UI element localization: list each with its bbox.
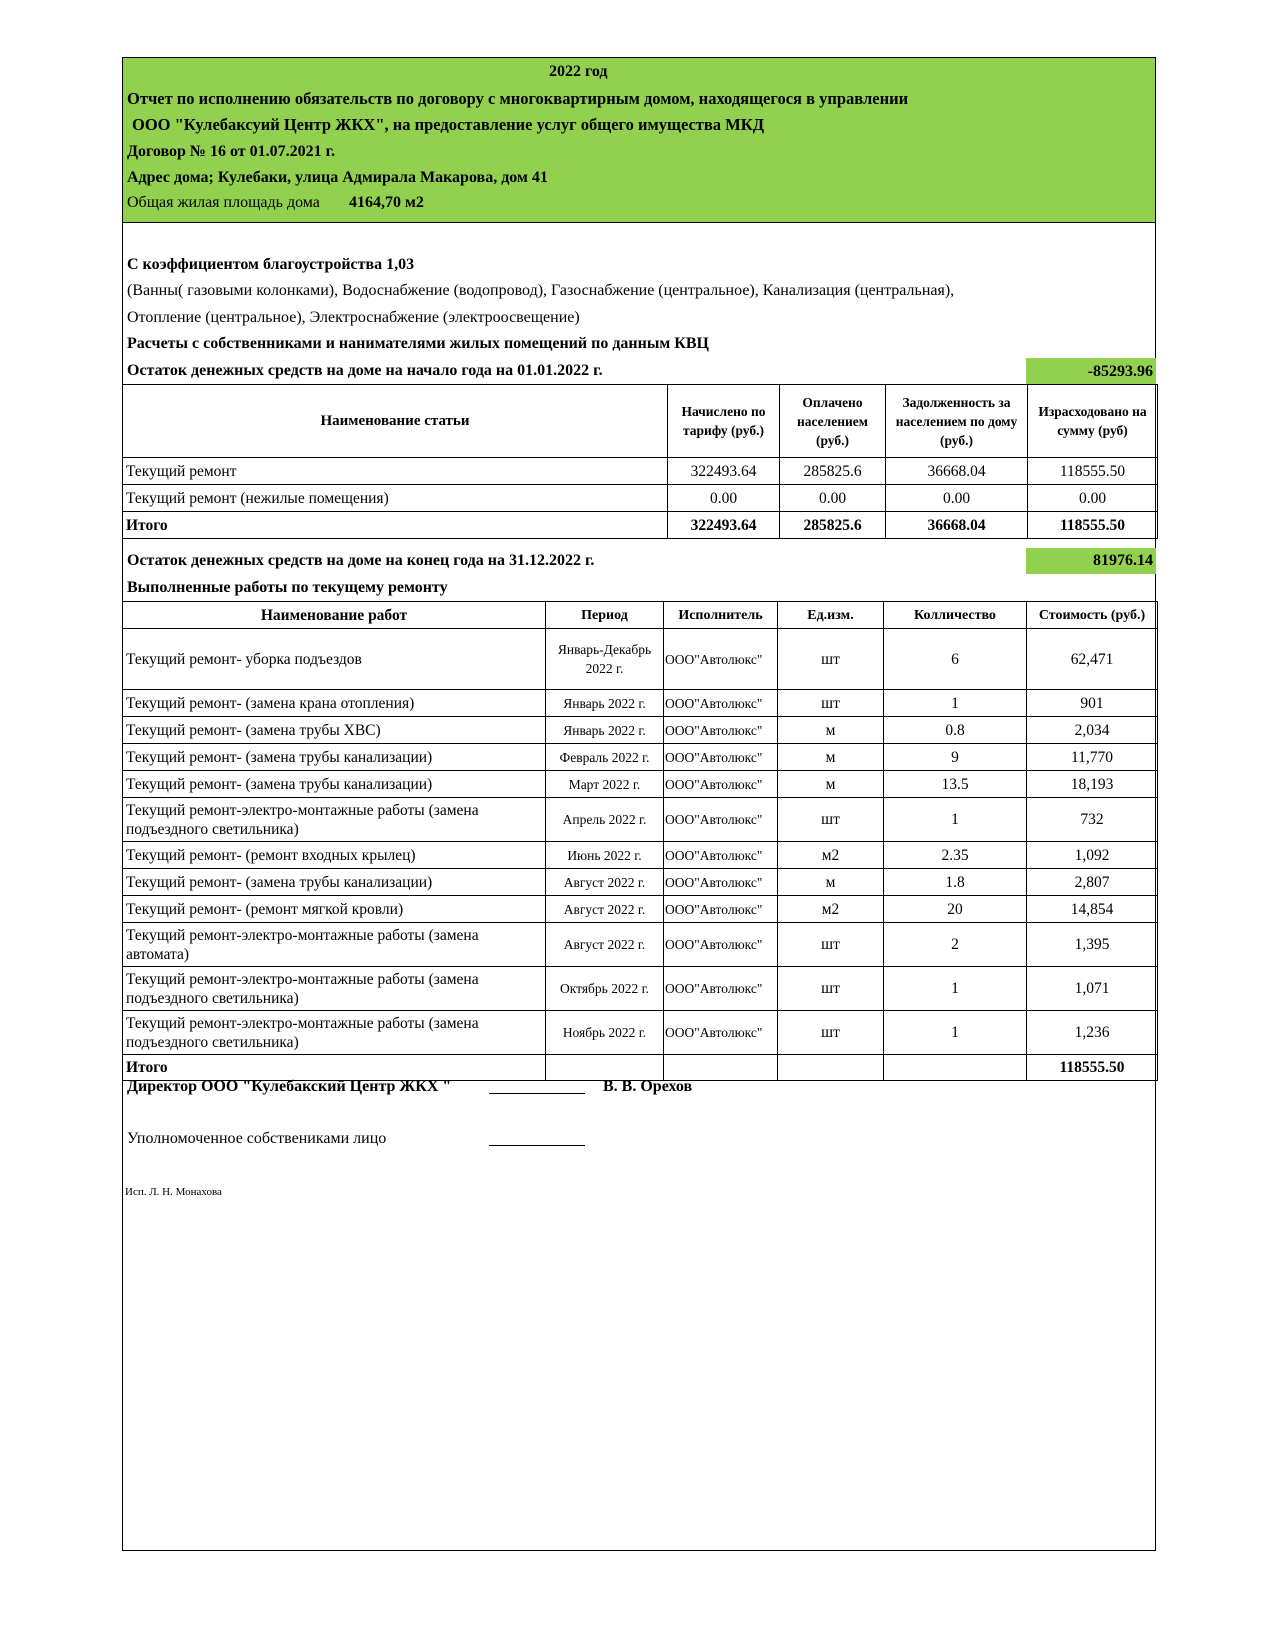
work-unit: м: [778, 717, 884, 744]
work-name: Текущий ремонт- уборка подъездов: [123, 629, 546, 690]
work-cost: 14,854: [1027, 896, 1158, 923]
work-unit: шт: [778, 690, 884, 717]
work-cost: 732: [1027, 798, 1158, 842]
amenities-line2: Отопление (центральное), Электроснабжение (электроосвещение): [127, 309, 580, 326]
work-qty: 1: [884, 690, 1027, 717]
work-cost: 2,807: [1027, 869, 1158, 896]
balance-start-cell: [1026, 358, 1156, 385]
work-cost: 1,236: [1027, 1011, 1158, 1055]
works-row: [123, 798, 1158, 842]
work-qty: 1: [884, 1011, 1027, 1055]
summary-total-row: [123, 512, 1158, 539]
balance-end-label: Остаток денежных средств на доме на конец года на 31.12.2022 г.: [127, 552, 595, 569]
report-page: [122, 57, 1156, 1551]
work-name: Текущий ремонт- (замена трубы канализации): [123, 744, 546, 771]
summary-total-paid: 285825.6: [780, 512, 886, 539]
summary-cell-name: Текущий ремонт: [123, 458, 668, 485]
report-title-line2: ООО "Кулебаксуий Центр ЖКХ", на предоставление услуг общего имущества МКД: [132, 115, 765, 134]
works-col-unit: Ед.изм.: [778, 602, 884, 629]
work-name: Текущий ремонт- (замена крана отопления): [123, 690, 546, 717]
balance-end-value: 81976.14: [1093, 552, 1153, 569]
works-col-contractor: Исполнитель: [664, 602, 778, 629]
work-name: Текущий ремонт- (замена трубы ХВС): [123, 717, 546, 744]
work-contractor: ООО"Автолюкс": [664, 923, 778, 967]
works-total-label: Итого: [123, 1055, 546, 1081]
summary-cell-accrued: 0.00: [668, 485, 780, 512]
summary-header-row: [123, 385, 1158, 458]
works-col-name: Наименование работ: [123, 602, 546, 629]
work-contractor: ООО"Автолюкс": [664, 896, 778, 923]
works-row: [123, 869, 1158, 896]
work-cost: 62,471: [1027, 629, 1158, 690]
work-qty: 0.8: [884, 717, 1027, 744]
summary-table: [122, 384, 1158, 539]
work-cost: 1,395: [1027, 923, 1158, 967]
work-qty: 1: [884, 798, 1027, 842]
work-period: Январь 2022 г.: [546, 690, 664, 717]
col-header-accrued: Начислено по тарифу (руб.): [668, 385, 780, 458]
col-header-paid: Оплачено населением (руб.): [780, 385, 886, 458]
works-row: [123, 717, 1158, 744]
work-period: Август 2022 г.: [546, 896, 664, 923]
work-cost: 2,034: [1027, 717, 1158, 744]
work-period: Февраль 2022 г.: [546, 744, 664, 771]
work-period: Январь 2022 г.: [546, 717, 664, 744]
summary-cell-spent: 118555.50: [1028, 458, 1158, 485]
works-row: [123, 1011, 1158, 1055]
summary-row: [123, 458, 1158, 485]
work-contractor: ООО"Автолюкс": [664, 967, 778, 1011]
house-address: Адрес дома; Кулебаки, улица Адмирала Макарова, дом 41: [127, 169, 548, 186]
report-year: 2022 год: [549, 63, 608, 80]
report-title-line1: Отчет по исполнению обязательств по договору с многоквартирным домом, находящегося в управлении: [127, 89, 909, 108]
work-period: Апрель 2022 г.: [546, 798, 664, 842]
balance-start-label: Остаток денежных средств на доме на начало года на 01.01.2022 г.: [127, 362, 603, 379]
summary-cell-name: Текущий ремонт (нежилые помещения): [123, 485, 668, 512]
works-total-value: 118555.50: [1027, 1055, 1158, 1081]
work-period: Март 2022 г.: [546, 771, 664, 798]
balance-end-cell: [1026, 548, 1156, 574]
work-cost: 1,092: [1027, 842, 1158, 869]
work-unit: м: [778, 744, 884, 771]
col-header-debt: Задолженность за населением по дому (руб.): [886, 385, 1028, 458]
work-name: Текущий ремонт- (ремонт мягкой кровли): [123, 896, 546, 923]
work-contractor: ООО"Автолюкс": [664, 717, 778, 744]
works-col-cost: Стоимость (руб.): [1027, 602, 1158, 629]
summary-cell-accrued: 322493.64: [668, 458, 780, 485]
work-qty: 2: [884, 923, 1027, 967]
work-name: Текущий ремонт- (замена трубы канализации): [123, 869, 546, 896]
summary-row: [123, 485, 1158, 512]
work-qty: 1.8: [884, 869, 1027, 896]
works-table: [122, 601, 1158, 1081]
director-label: Директор ООО "Кулебакский Центр ЖКХ ": [127, 1078, 452, 1095]
works-row: [123, 896, 1158, 923]
work-qty: 20: [884, 896, 1027, 923]
summary-cell-paid: 0.00: [780, 485, 886, 512]
work-cost: 1,071: [1027, 967, 1158, 1011]
work-name: Текущий ремонт-электро-монтажные работы (замена подъездного светильника): [123, 967, 546, 1011]
summary-cell-debt: 0.00: [886, 485, 1028, 512]
work-contractor: ООО"Автолюкс": [664, 842, 778, 869]
summary-total-label: Итого: [123, 512, 668, 539]
summary-cell-spent: 0.00: [1028, 485, 1158, 512]
works-row: [123, 744, 1158, 771]
summary-total-accrued: 322493.64: [668, 512, 780, 539]
work-unit: шт: [778, 967, 884, 1011]
works-col-period: Период: [546, 602, 664, 629]
works-total-empty: [778, 1055, 884, 1081]
work-contractor: ООО"Автолюкс": [664, 744, 778, 771]
works-title: Выполненные работы по текущему ремонту: [127, 579, 448, 596]
works-row: [123, 923, 1158, 967]
executor-note: Исп. Л. Н. Монахова: [125, 1186, 222, 1198]
work-period: Ноябрь 2022 г.: [546, 1011, 664, 1055]
work-period: Октябрь 2022 г.: [546, 967, 664, 1011]
work-name: Текущий ремонт- (ремонт входных крылец): [123, 842, 546, 869]
summary-cell-paid: 285825.6: [780, 458, 886, 485]
work-unit: м2: [778, 842, 884, 869]
works-total-empty: [884, 1055, 1027, 1081]
work-name: Текущий ремонт-электро-монтажные работы (замена автомата): [123, 923, 546, 967]
work-contractor: ООО"Автолюкс": [664, 690, 778, 717]
work-unit: шт: [778, 1011, 884, 1055]
work-name: Текущий ремонт- (замена трубы канализации): [123, 771, 546, 798]
works-row: [123, 629, 1158, 690]
work-qty: 9: [884, 744, 1027, 771]
col-header-spent: Израсходовано на сумму (руб): [1028, 385, 1158, 458]
work-unit: шт: [778, 629, 884, 690]
work-cost: 901: [1027, 690, 1158, 717]
work-qty: 1: [884, 967, 1027, 1011]
work-contractor: ООО"Автолюкс": [664, 798, 778, 842]
director-name: В. В. Орехов: [603, 1078, 693, 1095]
work-unit: шт: [778, 923, 884, 967]
coefficient-text: С коэффициентом благоустройства 1,03: [127, 256, 415, 273]
balance-start-value: -85293.96: [1087, 363, 1153, 380]
work-name: Текущий ремонт-электро-монтажные работы (замена подъездного светильника): [123, 1011, 546, 1055]
work-period: Январь-Декабрь 2022 г.: [546, 629, 664, 690]
authorized-person-label: Уполномоченное собствениками лицо: [127, 1130, 387, 1147]
works-row: [123, 771, 1158, 798]
summary-cell-debt: 36668.04: [886, 458, 1028, 485]
work-cost: 18,193: [1027, 771, 1158, 798]
contract-number: Договор № 16 от 01.07.2021 г.: [127, 143, 336, 160]
work-qty: 2.35: [884, 842, 1027, 869]
works-row: [123, 690, 1158, 717]
work-period: Август 2022 г.: [546, 869, 664, 896]
report-header: [123, 58, 1155, 223]
amenities-line1: (Ванны( газовыми колонками), Водоснабжение (водопровод), Газоснабжение (центральное), Канализация (центральная),: [127, 282, 955, 299]
director-signature-line: [489, 1093, 585, 1094]
col-header-name: Наименование статьи: [123, 385, 668, 458]
work-unit: м2: [778, 896, 884, 923]
work-contractor: ООО"Автолюкс": [664, 869, 778, 896]
works-header-row: [123, 602, 1158, 629]
work-cost: 11,770: [1027, 744, 1158, 771]
works-col-qty: Колличество: [884, 602, 1027, 629]
work-period: Август 2022 г.: [546, 923, 664, 967]
area-value: 4164,70 м2: [349, 194, 424, 211]
work-unit: м: [778, 771, 884, 798]
summary-total-spent: 118555.50: [1028, 512, 1158, 539]
work-unit: м: [778, 869, 884, 896]
work-contractor: ООО"Автолюкс": [664, 629, 778, 690]
work-unit: шт: [778, 798, 884, 842]
work-contractor: ООО"Автолюкс": [664, 771, 778, 798]
work-period: Июнь 2022 г.: [546, 842, 664, 869]
work-qty: 6: [884, 629, 1027, 690]
authorized-signature-line: [489, 1145, 585, 1146]
works-row: [123, 842, 1158, 869]
summary-total-debt: 36668.04: [886, 512, 1028, 539]
works-row: [123, 967, 1158, 1011]
area-label: Общая жилая площадь дома: [127, 194, 320, 211]
work-qty: 13.5: [884, 771, 1027, 798]
work-name: Текущий ремонт-электро-монтажные работы (замена подъездного светильника): [123, 798, 546, 842]
settlements-text: Расчеты с собственниками и нанимателями жилых помещений по данным КВЦ: [127, 335, 709, 352]
work-contractor: ООО"Автолюкс": [664, 1011, 778, 1055]
